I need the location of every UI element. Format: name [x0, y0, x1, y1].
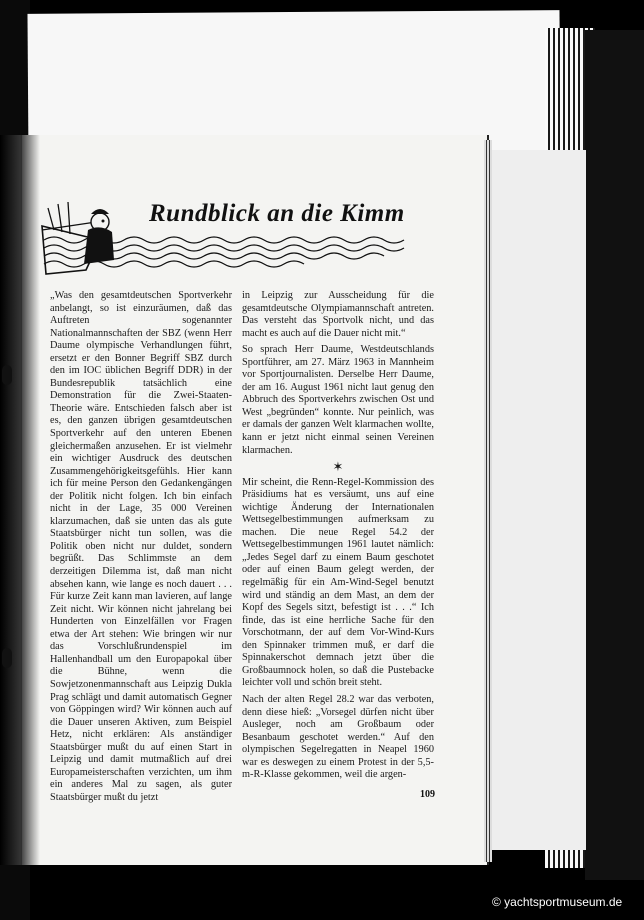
punch-hole — [2, 648, 12, 668]
binding-shadow — [0, 135, 40, 865]
text-column-right — [242, 290, 434, 782]
paragraph: So sprach Herr Daume, Westdeutschlands Sportführer, am 27. März 1963 in Mannheim vor Sportjournalisten. Derselbe Herr Daume, der am 16. August 1961 nicht laut genug den Abbruch des Sportverkehrs zwischen Ost und West „begründen“ konnte. Nur peinlich, was er damals der ganzen Welt klarmachen wollte, kann er jetzt nicht einmal seinen Vereinen klarmachen. — [242, 344, 434, 456]
book-cover-edge — [585, 30, 644, 880]
paragraph: Mir scheint, die Renn-Regel-Kommission des Präsidiums hat es versäumt, uns auf eine wichtige Änderung der Internationalen Wettsegelbestimmungen aufmerksam zu machen. Die neue Regel 54.2 der Wettsegelbestimmungen 1961 lautet nämlich: „Jedes Segel darf zu einem Baum geschotet oder auf einen Baum gelegt werden, der regelmäßig für ein Am-Wind-Segel benutzt wird und ständig an dem Mast, an dem der Kopf des Segels sitzt, befestigt ist . . .“ Ich finde, das ist eine herrliche Sache für den Vorschotmann, der auf dem Vor-Wind-Kurs den Spinnaker trimmen muß, er darf die Spinnakerschot demnach jetzt über die Großbaumnock holen, so daß die Pustebacke leichter voll und schön breit steht. — [242, 476, 434, 689]
punch-hole — [2, 365, 12, 385]
text-column-left — [50, 290, 232, 804]
section-divider-star: ✶ — [332, 459, 344, 475]
paragraph: in Leipzig zur Ausscheidung für die gesamtdeutsche Olympiamannschaft antreten. Das versteht das Sportvolk nicht, und das macht es auch auf die Dauer nicht mit.“ — [242, 290, 434, 339]
paragraph: Nach der alten Regel 28.2 war das verboten, denn diese hieß: „Vorsegel dürfen nicht über Ausleger, noch am Großbaum oder Besanbaum geschotet werden.“ Auf den olympischen Segelregatten in Neapel 1960 war es deswegen zu einem Protest in der 5,5-m-R-Klasse gekommen, weil die argen- — [242, 693, 434, 781]
paragraph: „Was den gesamtdeutschen Sportverkehr anbelangt, so ist einzuräumen, daß das Auftreten sogenannter Nationalmannschaften der SBZ (wenn Herr Daume olympische Verhandlungen führt, ersetzt er den Bonner Begriff SBZ durch den im IOC üblichen Begriff DDR) in der Bundesrepublik tatsächlich eine Demonstration für die Zwei-Staaten-Theorie wäre. Entschieden falsch aber ist es, den ganzen übrigen gesamtdeutschen Sportverkehr auf den unteren Ebenen gleichermaßen anzusehen. Er ist vielmehr ein wichtiger Ausdruck des deutschen Zusammengehörigkeitsgefühls. Hier kann ich für meine Person den Gedankengängen der Politik nicht folgen. Ich bin einfach nicht in der Lage, 35 000 Vereinen klarzumachen, daß sie unten das als gute Staatsbürger nicht tun sollen, was die Politik oben nicht nur duldet, sondern begrüßt. Das Schlimmste an dem derzeitigen Dilemma ist, daß man nicht absehen kann, wie lange es noch dauert . . . Für kurze Zeit kann man lavieren, auf lange Zeit nicht. Wir können nicht jahrelang bei Hunderten von Einzelfällen vor Fragen etwa der Art stehen: Wie bringen wir nur das Vorschlußrundenspiel im Hallenhandball um den Europapokal über die Bühne, wenn die Sowjetzonenmannschaft aus Leipzig Dukla Prag schlägt und damit automatisch Gegner von Göppingen wird? Wir können auch auf die Dauer unseren Aktiven, zum Beispiel Hetz, nicht erklären: Als anständiger Staatsbürger mußt du auf einen Start in Leipzig und damit mutmaßlich auf drei Europameisterschaften verzichten, um ihm ein anderes Mal zu sagen, als guter Staatsbürger mußt du jetzt — [50, 290, 232, 803]
article-title: Rundblick an die Kimm — [149, 200, 405, 227]
copyright-watermark: © yachtsportmuseum.de — [492, 895, 623, 909]
article-header — [40, 200, 430, 278]
page-number: 109 — [420, 789, 435, 800]
page-stack-edge — [484, 140, 492, 862]
